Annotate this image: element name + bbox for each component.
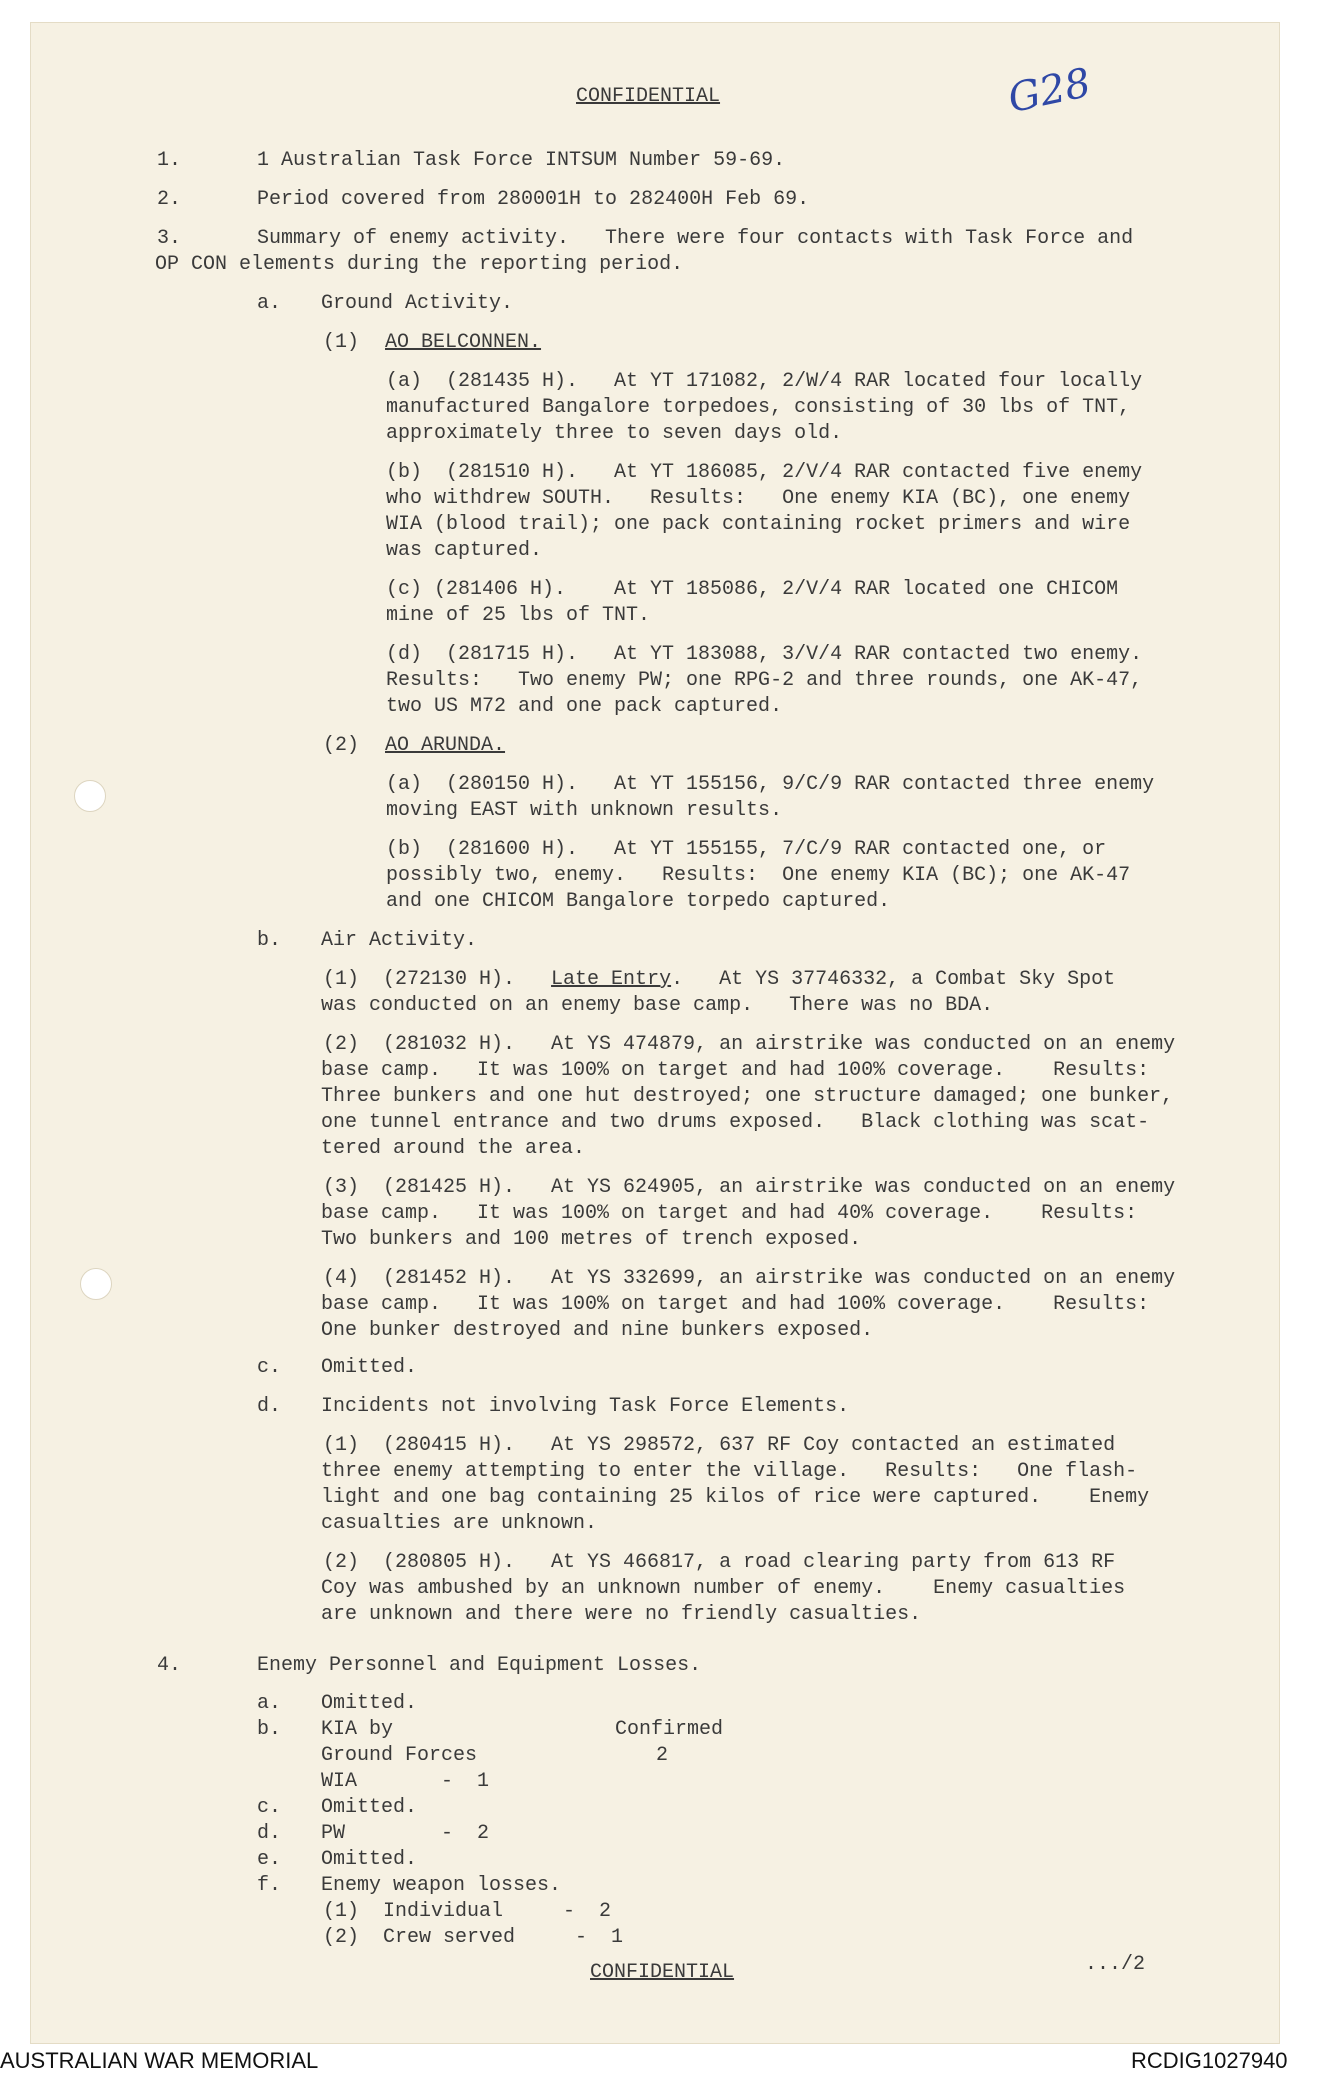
para-number: 1.	[157, 149, 182, 172]
subpara-heading: Omitted.	[321, 1356, 418, 1379]
subpara-heading: Incidents not involving Task Force Elements.	[321, 1395, 850, 1418]
subpara-letter: b.	[257, 929, 282, 952]
para-number: 2.	[157, 188, 182, 211]
entry-line: who withdrew SOUTH. Results: One enemy KIA (BC), one enemy	[386, 487, 1131, 510]
punch-hole	[80, 1268, 112, 1300]
entry-line: are unknown and there were no friendly casualties.	[321, 1603, 922, 1626]
para-text: OP CON elements during the reporting period.	[155, 253, 684, 276]
entry-lead: (1) (272130 H).	[323, 968, 552, 991]
entry-line: manufactured Bangalore torpedoes, consisting of 30 lbs of TNT,	[386, 396, 1131, 419]
item-heading: AO ARUNDA.	[385, 734, 506, 757]
subpara-letter: b.	[257, 1718, 282, 1741]
archive-reference: RCDIG1027940	[1131, 2048, 1288, 2073]
column-heading-confirmed: Confirmed	[615, 1718, 724, 1741]
classification-footer: CONFIDENTIAL	[590, 1961, 735, 1984]
entry-line: (d) (281715 H). At YT 183088, 3/V/4 RAR contacted two enemy.	[386, 643, 1143, 666]
entry-line: casualties are unknown.	[321, 1512, 598, 1535]
para-text: Summary of enemy activity. There were four contacts with Task Force and	[257, 227, 1134, 250]
subpara-letter: a.	[257, 1692, 282, 1715]
entry-line: two US M72 and one pack captured.	[386, 695, 783, 718]
entry-line: (a) (280150 H). At YT 155156, 9/C/9 RAR contacted three enemy	[386, 773, 1155, 796]
entry-line: (3) (281425 H). At YS 624905, an airstrike was conducted on an enemy	[323, 1176, 1176, 1199]
subpara-letter: d.	[257, 1395, 282, 1418]
subpara-text: Enemy weapon losses.	[321, 1874, 562, 1897]
subpara-heading: Air Activity.	[321, 929, 478, 952]
entry-line: (2) (281032 H). At YS 474879, an airstrike was conducted on an enemy	[323, 1033, 1176, 1056]
para-text: Enemy Personnel and Equipment Losses.	[257, 1654, 702, 1677]
weapon-loss-line: (2) Crew served - 1	[323, 1926, 624, 1949]
subpara-text: PW - 2	[321, 1822, 490, 1845]
subpara-letter: a.	[257, 292, 282, 315]
entry-line: base camp. It was 100% on target and had 100% coverage. Results:	[321, 1293, 1150, 1316]
para-number: 3.	[157, 227, 182, 250]
para-number: 4.	[157, 1654, 182, 1677]
punch-hole	[74, 780, 106, 812]
page-continuation: .../2	[1085, 1953, 1146, 1976]
entry-line: base camp. It was 100% on target and had 40% coverage. Results:	[321, 1202, 1138, 1225]
entry-line: one tunnel entrance and two drums exposed. Black clothing was scat-	[321, 1111, 1150, 1134]
entry-line: (4) (281452 H). At YS 332699, an airstrike was conducted on an enemy	[323, 1267, 1176, 1290]
entry-line: (a) (281435 H). At YT 171082, 2/W/4 RAR located four locally	[386, 370, 1143, 393]
item-number: (2)	[323, 734, 360, 757]
wia-line: WIA - 1	[321, 1770, 490, 1793]
entry-line: tered around the area.	[321, 1137, 586, 1160]
item-number: (1)	[323, 331, 360, 354]
entry-line: Results: Two enemy PW; one RPG-2 and three rounds, one AK-47,	[386, 669, 1143, 692]
entry-line	[323, 967, 1115, 993]
subpara-letter: c.	[257, 1796, 282, 1819]
entry-rest: . At YS 37746332, a Combat Sky Spot	[671, 968, 1116, 991]
late-entry-label: Late Entry	[551, 968, 672, 991]
entry-line: (c) (281406 H). At YT 185086, 2/V/4 RAR located one CHICOM	[386, 578, 1119, 601]
subpara-letter: e.	[257, 1848, 282, 1871]
subpara-heading: Ground Activity.	[321, 292, 514, 315]
entry-line: and one CHICOM Bangalore torpedo captured.	[386, 890, 891, 913]
entry-line: was conducted on an enemy base camp. There was no BDA.	[321, 994, 994, 1017]
entry-line: mine of 25 lbs of TNT.	[386, 604, 651, 627]
item-heading: AO BELCONNEN.	[385, 331, 542, 354]
entry-line: light and one bag containing 25 kilos of rice were captured. Enemy	[321, 1486, 1150, 1509]
kia-confirmed-value: 2	[656, 1744, 669, 1767]
entry-line: base camp. It was 100% on target and had 100% coverage. Results:	[321, 1059, 1150, 1082]
entry-line: possibly two, enemy. Results: One enemy KIA (BC); one AK-47	[386, 864, 1131, 887]
subpara-letter: f.	[257, 1874, 282, 1897]
weapon-loss-line: (1) Individual - 2	[323, 1900, 612, 1923]
entry-line: Two bunkers and 100 metres of trench exposed.	[321, 1228, 862, 1251]
entry-line: (1) (280415 H). At YS 298572, 637 RF Coy contacted an estimated	[323, 1434, 1116, 1457]
subpara-text: Ground Forces	[321, 1744, 478, 1767]
archive-label: AUSTRALIAN WAR MEMORIAL	[0, 2048, 319, 2073]
entry-line: Three bunkers and one hut destroyed; one structure damaged; one bunker,	[321, 1085, 1174, 1108]
subpara-text: Omitted.	[321, 1692, 418, 1715]
para-text: Period covered from 280001H to 282400H Feb 69.	[257, 188, 810, 211]
subpara-letter: c.	[257, 1356, 282, 1379]
subpara-text: KIA by	[321, 1718, 394, 1741]
para-text: 1 Australian Task Force INTSUM Number 59-69.	[257, 149, 786, 172]
handwritten-note: G28	[1004, 59, 1095, 123]
subpara-text: Omitted.	[321, 1848, 418, 1871]
entry-line: (2) (280805 H). At YS 466817, a road clearing party from 613 RF	[323, 1551, 1116, 1574]
entry-line: three enemy attempting to enter the village. Results: One flash-	[321, 1460, 1138, 1483]
entry-line: Coy was ambushed by an unknown number of enemy. Enemy casualties	[321, 1577, 1126, 1600]
entry-line: (b) (281600 H). At YT 155155, 7/C/9 RAR contacted one, or	[386, 838, 1107, 861]
entry-line: moving EAST with unknown results.	[386, 799, 783, 822]
entry-line: WIA (blood trail); one pack containing rocket primers and wire	[386, 513, 1131, 536]
entry-line: was captured.	[386, 539, 543, 562]
entry-line: (b) (281510 H). At YT 186085, 2/V/4 RAR contacted five enemy	[386, 461, 1143, 484]
subpara-letter: d.	[257, 1822, 282, 1845]
entry-line: approximately three to seven days old.	[386, 422, 843, 445]
subpara-text: Omitted.	[321, 1796, 418, 1819]
entry-line: One bunker destroyed and nine bunkers exposed.	[321, 1319, 874, 1342]
classification-header: CONFIDENTIAL	[576, 85, 721, 108]
